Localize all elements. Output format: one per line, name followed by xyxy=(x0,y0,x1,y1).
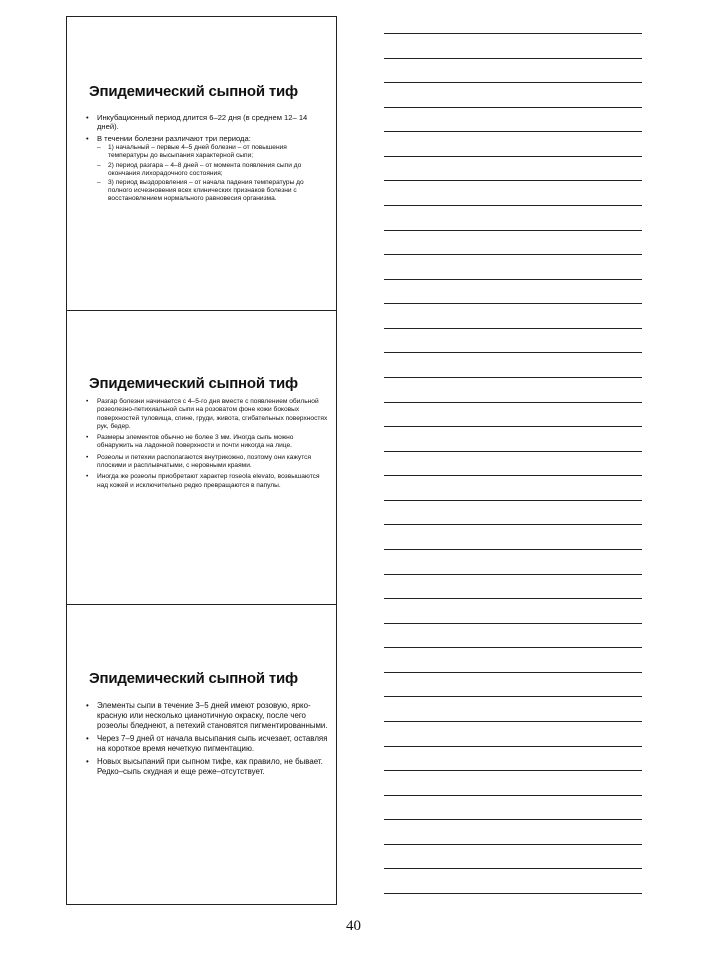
note-line xyxy=(384,82,642,83)
note-line xyxy=(384,279,642,280)
note-line xyxy=(384,623,642,624)
note-line xyxy=(384,770,642,771)
note-line xyxy=(384,230,642,231)
note-line xyxy=(384,549,642,550)
bullet-item xyxy=(85,398,328,431)
note-line xyxy=(384,180,642,181)
bullet-text: В течении болезни различают три периода: xyxy=(97,133,251,143)
sub-bullet-list xyxy=(97,144,328,203)
note-line xyxy=(384,402,642,403)
slide-panel xyxy=(66,604,337,905)
note-line xyxy=(384,647,642,648)
note-line xyxy=(384,58,642,59)
bullet-item xyxy=(85,757,328,777)
note-line xyxy=(384,33,642,34)
note-line xyxy=(384,107,642,108)
note-line xyxy=(384,352,642,353)
note-line xyxy=(384,426,642,427)
note-line xyxy=(384,524,642,525)
note-line xyxy=(384,721,642,722)
bullet-item xyxy=(85,473,328,490)
note-line xyxy=(384,131,642,132)
note-line xyxy=(384,156,642,157)
bullet-list xyxy=(85,113,328,206)
notes-area xyxy=(384,0,642,960)
note-line xyxy=(384,795,642,796)
note-line xyxy=(384,868,642,869)
note-line xyxy=(384,893,642,894)
note-line xyxy=(384,451,642,452)
slide-title: Эпидемический сыпной тиф xyxy=(89,375,298,392)
bullet-text: Через 7–9 дней от начала высыпания сыпь исчезает, оставляя на короткое время нечеткую пигментацию. xyxy=(97,734,328,753)
bullet-item xyxy=(85,434,328,451)
bullet-item xyxy=(85,734,328,754)
bullet-item xyxy=(85,134,328,204)
slide-panel xyxy=(66,16,337,312)
note-line xyxy=(384,475,642,476)
note-line xyxy=(384,254,642,255)
bullet-text: Инкубационный период длится 6–22 дня (в среднем 12– 14 дней). xyxy=(97,113,308,132)
note-line xyxy=(384,696,642,697)
page-number: 40 xyxy=(346,918,361,934)
sub-bullet-item: – 1) начальный – первые 4–5 дней болезни – от повышения температуры до высыпания характерной сыпи; xyxy=(97,144,328,160)
note-line xyxy=(384,598,642,599)
bullet-list xyxy=(85,701,328,780)
note-line xyxy=(384,672,642,673)
bullet-text: Размеры элементов обычно не более 3 мм. Иногда сыпь можно обнаружить на ладонной поверхности и почти никогда на лице. xyxy=(97,434,294,450)
slide-title: Эпидемический сыпной тиф xyxy=(89,670,298,687)
bullet-text: Розеолы и петехии располагаются внутрикожно, поэтому они кажутся плоскими и расплывчатыми, с неровными краями. xyxy=(97,453,312,470)
bullet-text: Элементы сыпи в течение 3–5 дней имеют розовую, ярко-красную или несколько цианотичную окраску, после чего розеолы бледнеют, а петехий становятся пигментированными. xyxy=(97,701,328,730)
bullet-text: Новых высыпаний при сыпном тифе, как правило, не бывает. Редко–сыпь скудная и еще реже–отсутствует. xyxy=(97,757,323,776)
sub-bullet-item: – 2) период разгара – 4–8 дней – от момента появления сыпи до окончания лихорадочного состояния; xyxy=(97,162,328,178)
note-line xyxy=(384,574,642,575)
bullet-item xyxy=(85,113,328,132)
note-line xyxy=(384,205,642,206)
note-line xyxy=(384,746,642,747)
bullet-item xyxy=(85,454,328,471)
sub-bullet-item: – 3) период выздоровления – от начала падения температуры до полного исчезновения всех клинических признаков болезни с восстановлением нормального равновесия организма. xyxy=(97,179,328,204)
note-line xyxy=(384,819,642,820)
bullet-text: Иногда же розеолы приобретают характер roseola elevato, возвышаются над кожей и исключительно редко превращаются в папулы. xyxy=(97,473,320,489)
slide-title: Эпидемический сыпной тиф xyxy=(89,83,298,100)
note-line xyxy=(384,844,642,845)
note-line xyxy=(384,377,642,378)
note-line xyxy=(384,500,642,501)
note-line xyxy=(384,328,642,329)
bullet-text: Разгар болезни начинается с 4–5-го дня вместе с появлением обильной розеолезно-петихиальной сыпи на розоватом фоне кожи боковых поверхностей туловища, спине, груди, живота, сгибательных поверхностях рук, бедер. xyxy=(97,398,328,430)
bullet-list xyxy=(85,398,328,493)
slide-panel xyxy=(66,310,337,606)
note-line xyxy=(384,303,642,304)
bullet-item xyxy=(85,701,328,731)
